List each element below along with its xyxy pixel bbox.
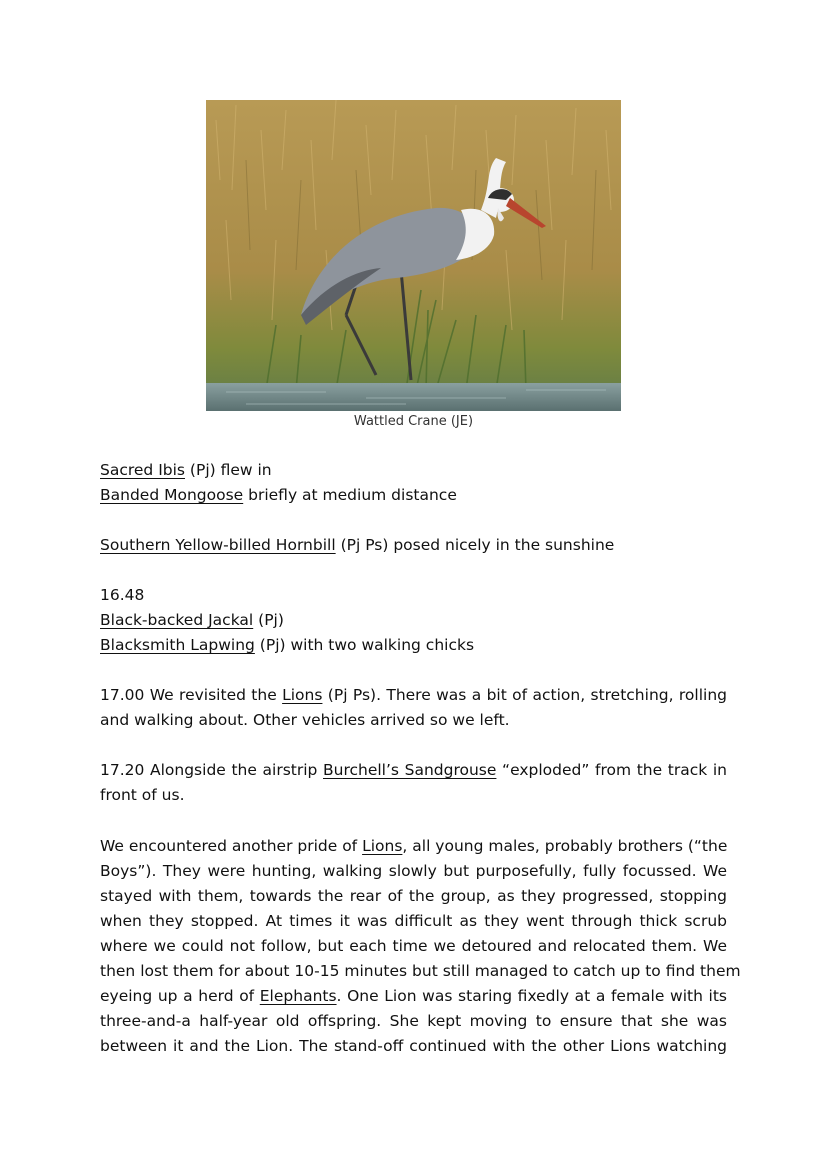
paragraph-line [100, 683, 727, 708]
wattled-crane-photo [206, 100, 621, 411]
paragraph-line: where we could not follow, but each time we detoured and relocated them. We [100, 937, 727, 955]
species-name: Banded Mongoose [100, 486, 244, 504]
text-run: , all young males, probably brothers (“the [402, 837, 728, 855]
paragraph-line [100, 984, 727, 1009]
species-name: Southern Yellow-billed Hornbill [100, 536, 336, 554]
sighting-note: (Pj Ps) posed nicely in the sunshine [335, 536, 615, 554]
paragraph-line: then lost them for about 10-15 minutes but still managed to catch up to find them [100, 962, 741, 980]
paragraph-line [100, 834, 727, 859]
sighting-note: (Pj) flew in [185, 461, 272, 479]
species-name: Sacred Ibis [100, 461, 185, 479]
paragraph-line: Boys”). They were hunting, walking slowly but purposefully, fully focussed. We [100, 862, 727, 880]
sighting-line [100, 483, 727, 508]
sighting-line [100, 458, 727, 483]
sighting-note: (Pj) with two walking chicks [254, 636, 475, 654]
sighting-line [100, 533, 727, 558]
crane-illustration [206, 100, 621, 411]
paragraph-line: when they stopped. At times it was difficult as they went through thick scrub [100, 912, 727, 930]
paragraph-line: front of us. [100, 786, 185, 804]
paragraph-line: between it and the Lion. The stand-off continued with the other Lions watching [100, 1037, 727, 1055]
sighting-line [100, 633, 727, 658]
paragraph-sandgrouse [100, 758, 727, 808]
text-run: eyeing up a herd of [100, 987, 260, 1005]
paragraph-line: stayed with them, towards the rear of the group, as they progressed, stopping [100, 887, 727, 905]
text-run: 17.00 We revisited the [100, 686, 283, 704]
species-name: Blacksmith Lapwing [100, 636, 255, 654]
paragraph-lion-pride [100, 834, 741, 1059]
species-name: Black-backed Jackal [100, 611, 254, 629]
timestamp: 16.48 [100, 586, 145, 604]
sighting-note: briefly at medium distance [243, 486, 457, 504]
paragraph-line [100, 758, 727, 783]
paragraph-line: and walking about. Other vehicles arrived so we left. [100, 711, 510, 729]
water [206, 383, 621, 411]
text-run: We encountered another pride of [100, 837, 363, 855]
text-run: 17.20 Alongside the airstrip [100, 761, 323, 779]
species-name: Burchell’s Sandgrouse [323, 761, 497, 779]
sighting-note: (Pj) [253, 611, 284, 629]
species-name: Lions [282, 686, 323, 704]
text-run: . One Lion was staring fixedly at a female with its [336, 987, 727, 1005]
photo-caption: Wattled Crane (JE) [353, 414, 474, 429]
species-name: Elephants [259, 987, 337, 1005]
text-run: (Pj Ps). There was a bit of action, stretching, rolling [322, 686, 727, 704]
text-run: “exploded” from the track in [496, 761, 728, 779]
paragraph-line: three-and-a half-year old offspring. She kept moving to ensure that she was [100, 1012, 727, 1030]
paragraph-lions-revisit [100, 683, 727, 733]
sighting-line [100, 608, 727, 633]
species-name: Lions [362, 837, 403, 855]
